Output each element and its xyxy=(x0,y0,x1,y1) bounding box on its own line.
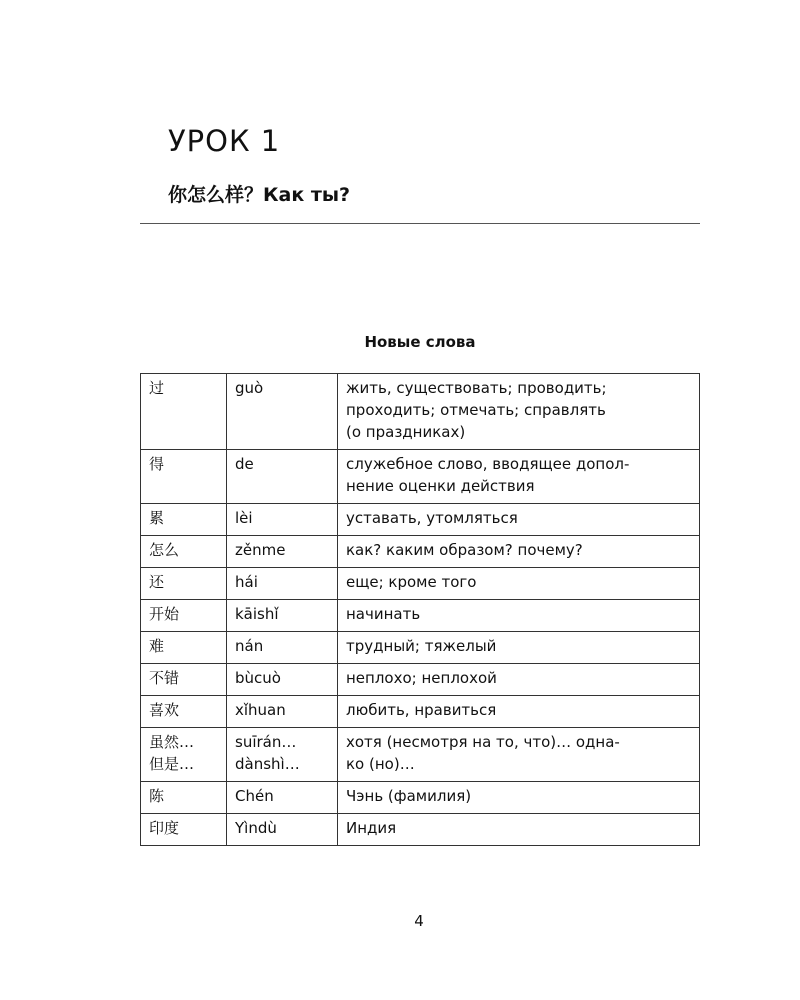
hanzi-cell xyxy=(141,568,227,600)
pinyin-text: zěnme xyxy=(235,541,286,559)
pinyin-cell xyxy=(227,536,338,568)
meaning-text: Индия xyxy=(346,819,397,837)
table-row xyxy=(141,728,700,782)
pinyin-cell xyxy=(227,632,338,664)
pinyin-cell xyxy=(227,664,338,696)
meaning-text: еще; кроме того xyxy=(346,573,477,591)
meaning-cell xyxy=(338,696,700,728)
table-row xyxy=(141,374,700,450)
hanzi-cell xyxy=(141,632,227,664)
meaning-cell xyxy=(338,450,700,504)
table-row xyxy=(141,450,700,504)
hanzi-text: 陈 xyxy=(149,787,165,805)
pinyin-cell xyxy=(227,374,338,450)
pinyin-cell xyxy=(227,782,338,814)
meaning-text: начинать xyxy=(346,605,421,623)
pinyin-text: Yìndù xyxy=(235,819,277,837)
vocabulary-table-body xyxy=(141,374,700,846)
table-row xyxy=(141,782,700,814)
meaning-cell xyxy=(338,536,700,568)
hanzi-cell xyxy=(141,728,227,782)
hanzi-text: 喜欢 xyxy=(149,701,180,719)
meaning-cell xyxy=(338,600,700,632)
hanzi-cell xyxy=(141,374,227,450)
page-number: 4 xyxy=(414,912,424,930)
hanzi-text: 还 xyxy=(149,573,165,591)
pinyin-cell xyxy=(227,600,338,632)
pinyin-cell xyxy=(227,504,338,536)
pinyin-text: hái xyxy=(235,573,258,591)
table-row xyxy=(141,814,700,846)
meaning-cell xyxy=(338,664,700,696)
vocabulary-heading: Новые слова xyxy=(364,333,476,351)
table-row xyxy=(141,600,700,632)
hanzi-text: 难 xyxy=(149,637,165,655)
meaning-cell xyxy=(338,568,700,600)
pinyin-cell xyxy=(227,450,338,504)
pinyin-text: lèi xyxy=(235,509,253,527)
pinyin-text: Chén xyxy=(235,787,274,805)
pinyin-cell xyxy=(227,568,338,600)
lesson-title: УРОК 1 xyxy=(168,124,281,158)
table-row xyxy=(141,536,700,568)
meaning-cell xyxy=(338,632,700,664)
pinyin-cell xyxy=(227,814,338,846)
hanzi-cell xyxy=(141,696,227,728)
table-row xyxy=(141,632,700,664)
meaning-text: уставать, утомляться xyxy=(346,509,518,527)
meaning-text: неплохо; неплохой xyxy=(346,669,497,687)
pinyin-text: de xyxy=(235,455,254,473)
hanzi-text: 印度 xyxy=(149,819,180,837)
meaning-cell xyxy=(338,504,700,536)
pinyin-cell xyxy=(227,696,338,728)
hanzi-text: 虽然… 但是… xyxy=(149,733,195,773)
lesson-subtitle: 你怎么样？Как ты? xyxy=(168,184,351,206)
meaning-cell xyxy=(338,782,700,814)
table-row xyxy=(141,664,700,696)
meaning-text: хотя (несмотря на то, что)… одна- ко (но)… xyxy=(346,733,620,773)
meaning-text: служебное слово, вводящее допол- нение оценки действия xyxy=(346,455,630,495)
meaning-text: как? каким образом? почему? xyxy=(346,541,583,559)
pinyin-text: bùcuò xyxy=(235,669,281,687)
hanzi-text: 得 xyxy=(149,455,165,473)
meaning-cell xyxy=(338,814,700,846)
pinyin-text: guò xyxy=(235,379,264,397)
hanzi-cell xyxy=(141,450,227,504)
pinyin-cell xyxy=(227,728,338,782)
hanzi-cell xyxy=(141,782,227,814)
table-row xyxy=(141,568,700,600)
meaning-text: любить, нравиться xyxy=(346,701,497,719)
hanzi-cell xyxy=(141,600,227,632)
hanzi-text: 累 xyxy=(149,509,165,527)
pinyin-text: xǐhuan xyxy=(235,701,286,719)
hanzi-text: 怎么 xyxy=(149,541,180,559)
hanzi-cell xyxy=(141,814,227,846)
hanzi-cell xyxy=(141,504,227,536)
pinyin-text: nán xyxy=(235,637,264,655)
meaning-cell xyxy=(338,374,700,450)
meaning-text: трудный; тяжелый xyxy=(346,637,497,655)
meaning-text: жить, существовать; проводить; проходить; отмечать; справлять (о праздниках) xyxy=(346,379,607,441)
pinyin-text: suīrán… dànshì… xyxy=(235,733,300,773)
hanzi-text: 过 xyxy=(149,379,165,397)
pinyin-text: kāishǐ xyxy=(235,605,279,623)
hanzi-cell xyxy=(141,664,227,696)
hanzi-text: 不错 xyxy=(149,669,180,687)
table-row xyxy=(141,696,700,728)
hanzi-text: 开始 xyxy=(149,605,180,623)
meaning-cell xyxy=(338,728,700,782)
hanzi-cell xyxy=(141,536,227,568)
vocabulary-table xyxy=(140,373,700,846)
meaning-text: Чэнь (фамилия) xyxy=(346,787,472,805)
header-divider xyxy=(140,223,700,224)
table-row xyxy=(141,504,700,536)
